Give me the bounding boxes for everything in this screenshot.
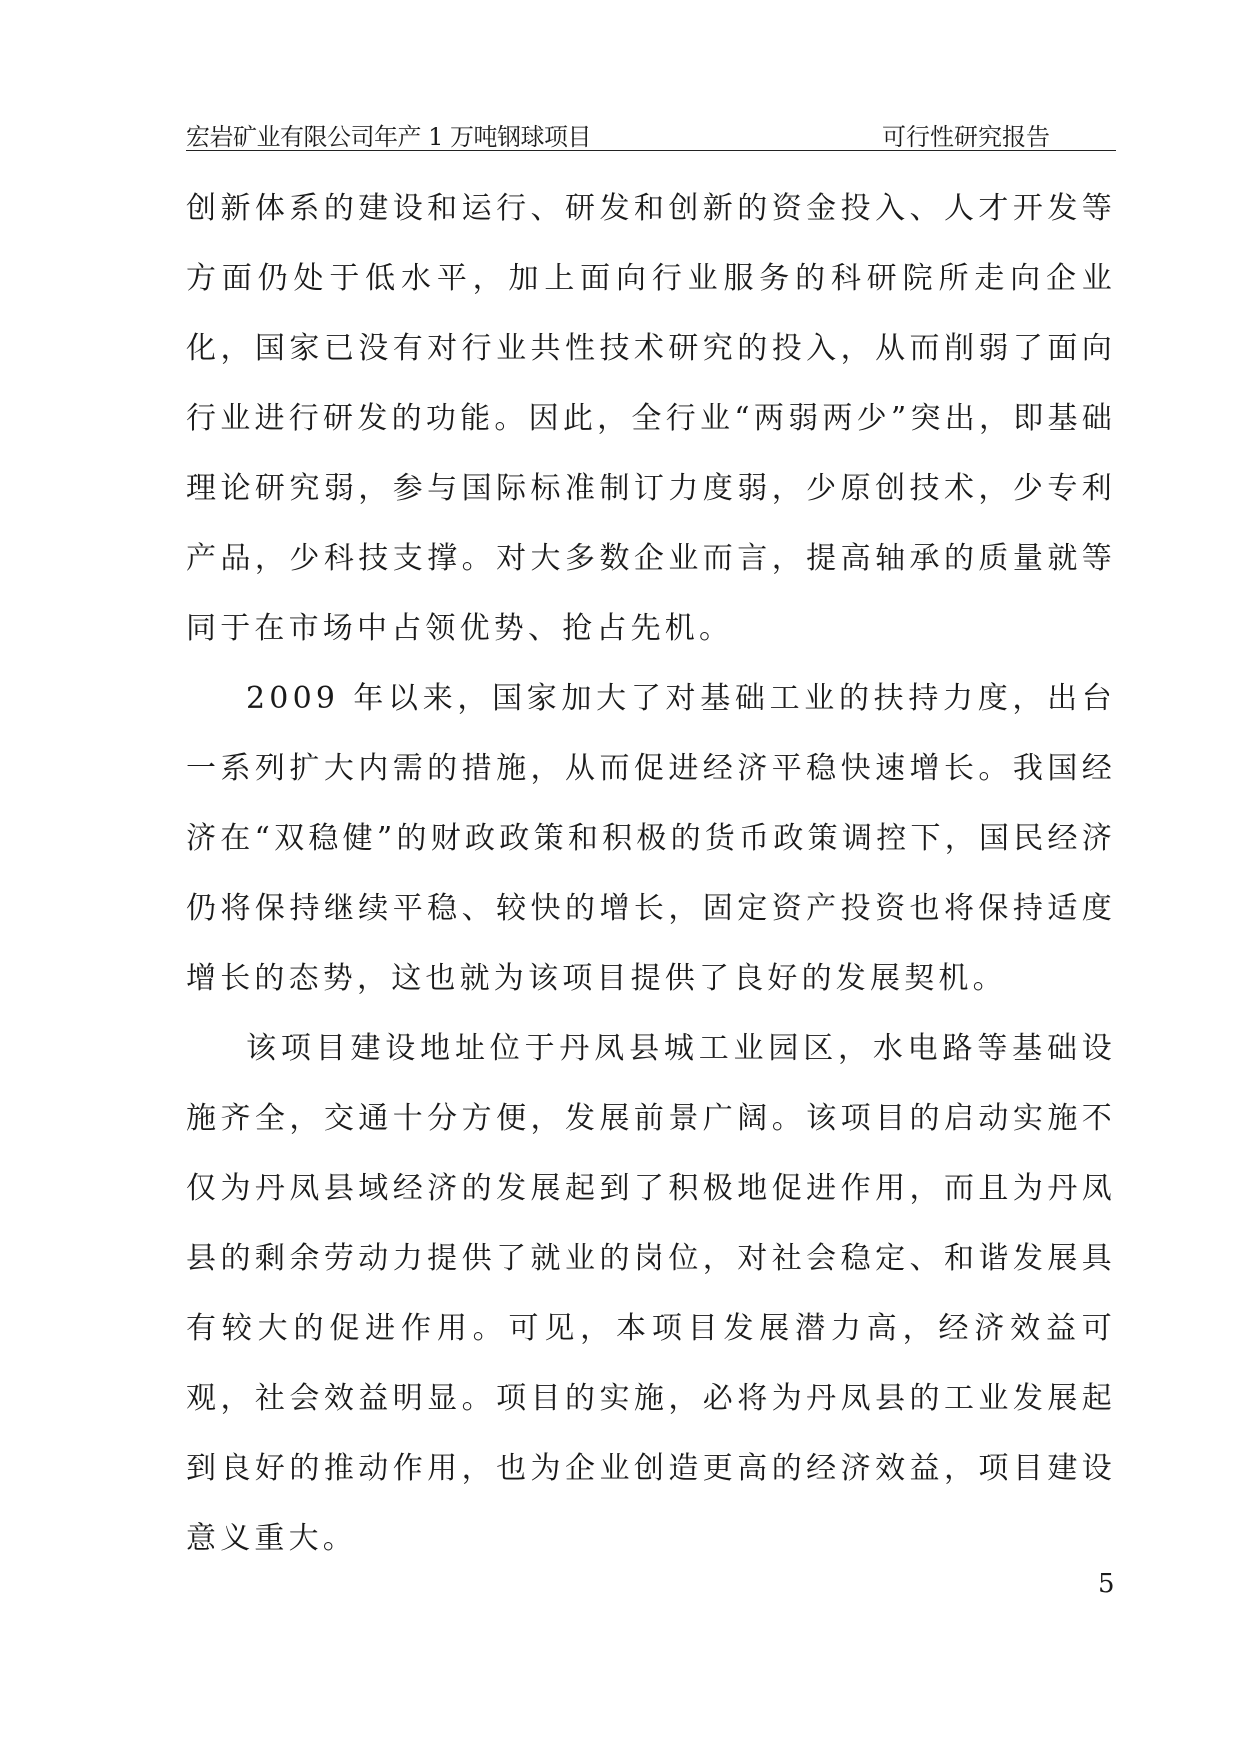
header-document-title: 宏岩矿业有限公司年产 1 万吨钢球项目 (186, 123, 592, 151)
page-header (186, 116, 1116, 151)
paragraph: 该项目建设地址位于丹凤县城工业园区，水电路等基础设施齐全，交通十分方便，发展前景广阔。该项目的启动实施不仅为丹凤县域经济的发展起到了积极地促进作用，而且为丹凤县的剩余劳动力提供了就业的岗位，对社会稳定、和谐发展具有较大的促进作用。可见，本项目发展潜力高，经济效益可观，社会效益明显。项目的实施，必将为丹凤县的工业发展起到良好的推动作用，也为企业创造更高的经济效益，项目建设意义重大。 (186, 1031, 1116, 1556)
header-report-type: 可行性研究报告 (882, 123, 1050, 151)
paragraph: 2009 年以来，国家加大了对基础工业的扶持力度，出台一系列扩大内需的措施，从而促进经济平稳快速增长。我国经济在“双稳健”的财政政策和积极的货币政策调控下，国民经济仍将保持继续平稳、较快的增长，固定资产投资也将保持适度增长的态势，这也就为该项目提供了良好的发展契机。 (186, 681, 1116, 996)
page-number: 5 (1098, 1569, 1115, 1599)
paragraph-continued: 创新体系的建设和运行、研发和创新的资金投入、人才开发等方面仍处于低水平，加上面向行业服务的科研院所走向企业化，国家已没有对行业共性技术研究的投入，从而削弱了面向行业进行研发的功能。因此，全行业“两弱两少”突出，即基础理论研究弱，参与国际标准制订力度弱，少原创技术，少专利产品，少科技支撑。对大多数企业而言，提高轴承的质量就等同于在市场中占领优势、抢占先机。 (186, 191, 1116, 646)
document-body (186, 174, 1116, 1574)
